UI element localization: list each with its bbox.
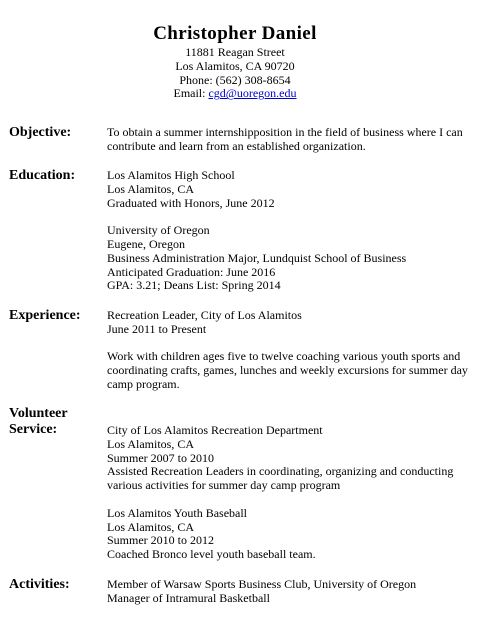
candidate-name: Christopher Daniel [153,23,317,44]
volunteer-body [107,424,477,562]
volunteer-heading-line2: Service: [9,422,58,437]
objective-text: To obtain a summer internshipposition in the field of business where I can contribute and learn from an established organization. [107,125,463,153]
education-body [107,169,477,293]
resume-header [0,22,470,101]
objective-heading: Objective: [9,125,72,140]
job-description: Work with children ages five to twelve coaching various youth sports and coordinating crafts, games, lunches and weekly excursions for summer day camp program. [107,349,468,391]
email-link[interactable]: cgd@uoregon.edu [208,86,297,101]
job-title: Recreation Leader, City of Los Alamitos [107,308,302,322]
spacer [107,493,477,507]
school-detail: Graduated with Honors, June 2012 [107,195,275,210]
volunteer-heading [9,406,104,438]
volunteer-dates: Summer 2010 to 2012 [107,533,214,548]
volunteer-heading-line1: Volunteer [9,406,68,421]
school-detail: Anticipated Graduation: June 2016 [107,264,276,279]
email-label: Email: [173,86,209,101]
activities-heading: Activities: [9,577,70,592]
school-name: Los Alamitos High School [107,168,235,182]
volunteer-description: Assisted Recreation Leaders in coordinating, organizing and conducting various activities for summer day camp program [107,464,454,493]
school-location: Eugene, Oregon [107,236,185,251]
experience-heading: Experience: [9,308,81,323]
phone-number: Phone: (562) 308-8654 [179,72,291,87]
school-detail: Business Administration Major, Lundquist School of Business [107,250,407,265]
spacer [107,210,477,224]
volunteer-description: Coached Bronco level youth baseball team. [107,547,316,562]
street-address: 11881 Reagan Street [185,45,285,59]
activity-item: Member of Warsaw Sports Business Club, University of Oregon [107,577,417,591]
volunteer-location: Los Alamitos, CA [107,436,195,451]
email-line [0,87,470,101]
volunteer-org: Los Alamitos Youth Baseball [107,505,248,520]
school-name: University of Oregon [107,223,210,238]
spacer [107,337,477,351]
activity-item: Manager of Intramural Basketball [107,590,270,605]
experience-body [107,309,477,392]
objective-body [107,126,477,154]
education-heading: Education: [9,168,76,183]
school-detail: GPA: 3.21; Deans List: Spring 2014 [107,278,281,293]
city-state-zip: Los Alamitos, CA 90720 [175,58,295,73]
school-location: Los Alamitos, CA [107,181,195,196]
activities-body [107,578,477,606]
volunteer-location: Los Alamitos, CA [107,519,195,534]
volunteer-dates: Summer 2007 to 2010 [107,450,214,465]
volunteer-org: City of Los Alamitos Recreation Department [107,423,323,437]
job-dates: June 2011 to Present [107,321,207,336]
